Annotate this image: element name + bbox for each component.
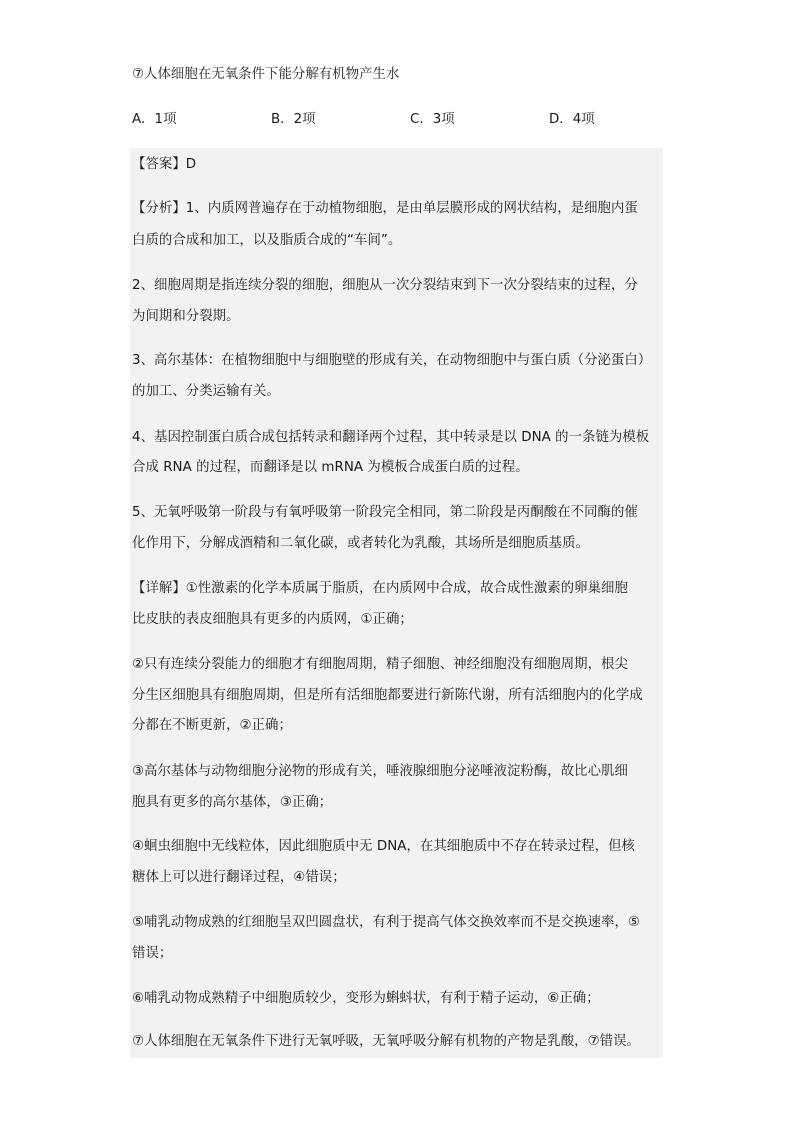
detail-line: 分生区细胞具有细胞周期，但是所有活细胞都要进行新陈代谢，所有活细胞内的化学成 (132, 688, 643, 703)
detail-line: 比皮肤的表皮细胞具有更多的内质网，①正确； (132, 612, 413, 627)
detail-line: 胞具有更多的高尔基体，③正确； (132, 795, 333, 810)
detail-line: ⑤哺乳动物成熟的红细胞呈双凹圆盘状，有利于提高气体交换效率而不是交换速率，⑤ (132, 915, 640, 930)
analysis-line: 5、无氧呼吸第一阶段与有氧呼吸第一阶段完全相同，第二阶段是丙酮酸在不同酶的催 (132, 505, 638, 520)
answer-options (132, 110, 652, 130)
detail-line: ④蛔虫细胞中无线粒体，因此细胞质中无 DNA，在其细胞质中不存在转录过程，但核 (132, 839, 635, 854)
analysis-line: 【分析】1、内质网普遍存在于动植物细胞，是由单层膜形成的网状结构，是细胞内蛋 (132, 201, 638, 216)
detail-line: ②只有连续分裂能力的细胞才有细胞周期，精子细胞、神经细胞没有细胞周期，根尖 (132, 657, 628, 672)
detail-line: ⑥哺乳动物成熟精子中细胞质较少，变形为蝌蚪状，有利于精子运动，⑥正确； (132, 991, 600, 1006)
option-a: A．1项 (132, 112, 177, 127)
detail-line: 糖体上可以进行翻译过程，④错误； (132, 870, 346, 885)
detail-line: 错误； (132, 946, 173, 961)
analysis-line: 4、基因控制蛋白质合成包括转录和翻译两个过程，其中转录是以 DNA 的一条链为模板 (132, 430, 650, 445)
answer-line: 【答案】D (132, 157, 197, 172)
option-c: C．3项 (410, 112, 455, 127)
option-d: D．4项 (549, 112, 595, 127)
detail-line: 分都在不断更新，②正确； (132, 718, 292, 733)
detail-line: ⑦人体细胞在无氧条件下进行无氧呼吸，无氧呼吸分解有机物的产物是乳酸，⑦错误。 (132, 1034, 640, 1049)
analysis-line: 3、高尔基体：在植物细胞中与细胞壁的形成有关，在动物细胞中与蛋白质（分泌蛋白） (132, 353, 652, 368)
question-statement-7: ⑦人体细胞在无氧条件下能分解有机物产生水 (132, 67, 400, 82)
detail-line: ③高尔基体与动物细胞分泌物的形成有关，唾液腺细胞分泌唾液淀粉酶，故比心肌细 (132, 764, 628, 779)
analysis-line: 2、细胞周期是指连续分裂的细胞，细胞从一次分裂结束到下一次分裂结束的过程，分 (132, 278, 638, 293)
analysis-line: 合成 RNA 的过程，而翻译是以 mRNA 为模板合成蛋白质的过程。 (132, 460, 529, 475)
analysis-line: 白质的合成和加工，以及脂质合成的“车间”。 (132, 233, 402, 248)
option-b: B．2项 (271, 112, 316, 127)
analysis-line: 为间期和分裂期。 (132, 309, 240, 324)
analysis-line: 的加工、分类运输有关。 (132, 384, 280, 399)
detail-line: 【详解】①性激素的化学本质属于脂质，在内质网中合成，故合成性激素的卵巢细胞 (132, 581, 628, 596)
analysis-line: 化作用下，分解成酒精和二氧化碳，或者转化为乳酸，其场所是细胞质基质。 (132, 536, 589, 551)
